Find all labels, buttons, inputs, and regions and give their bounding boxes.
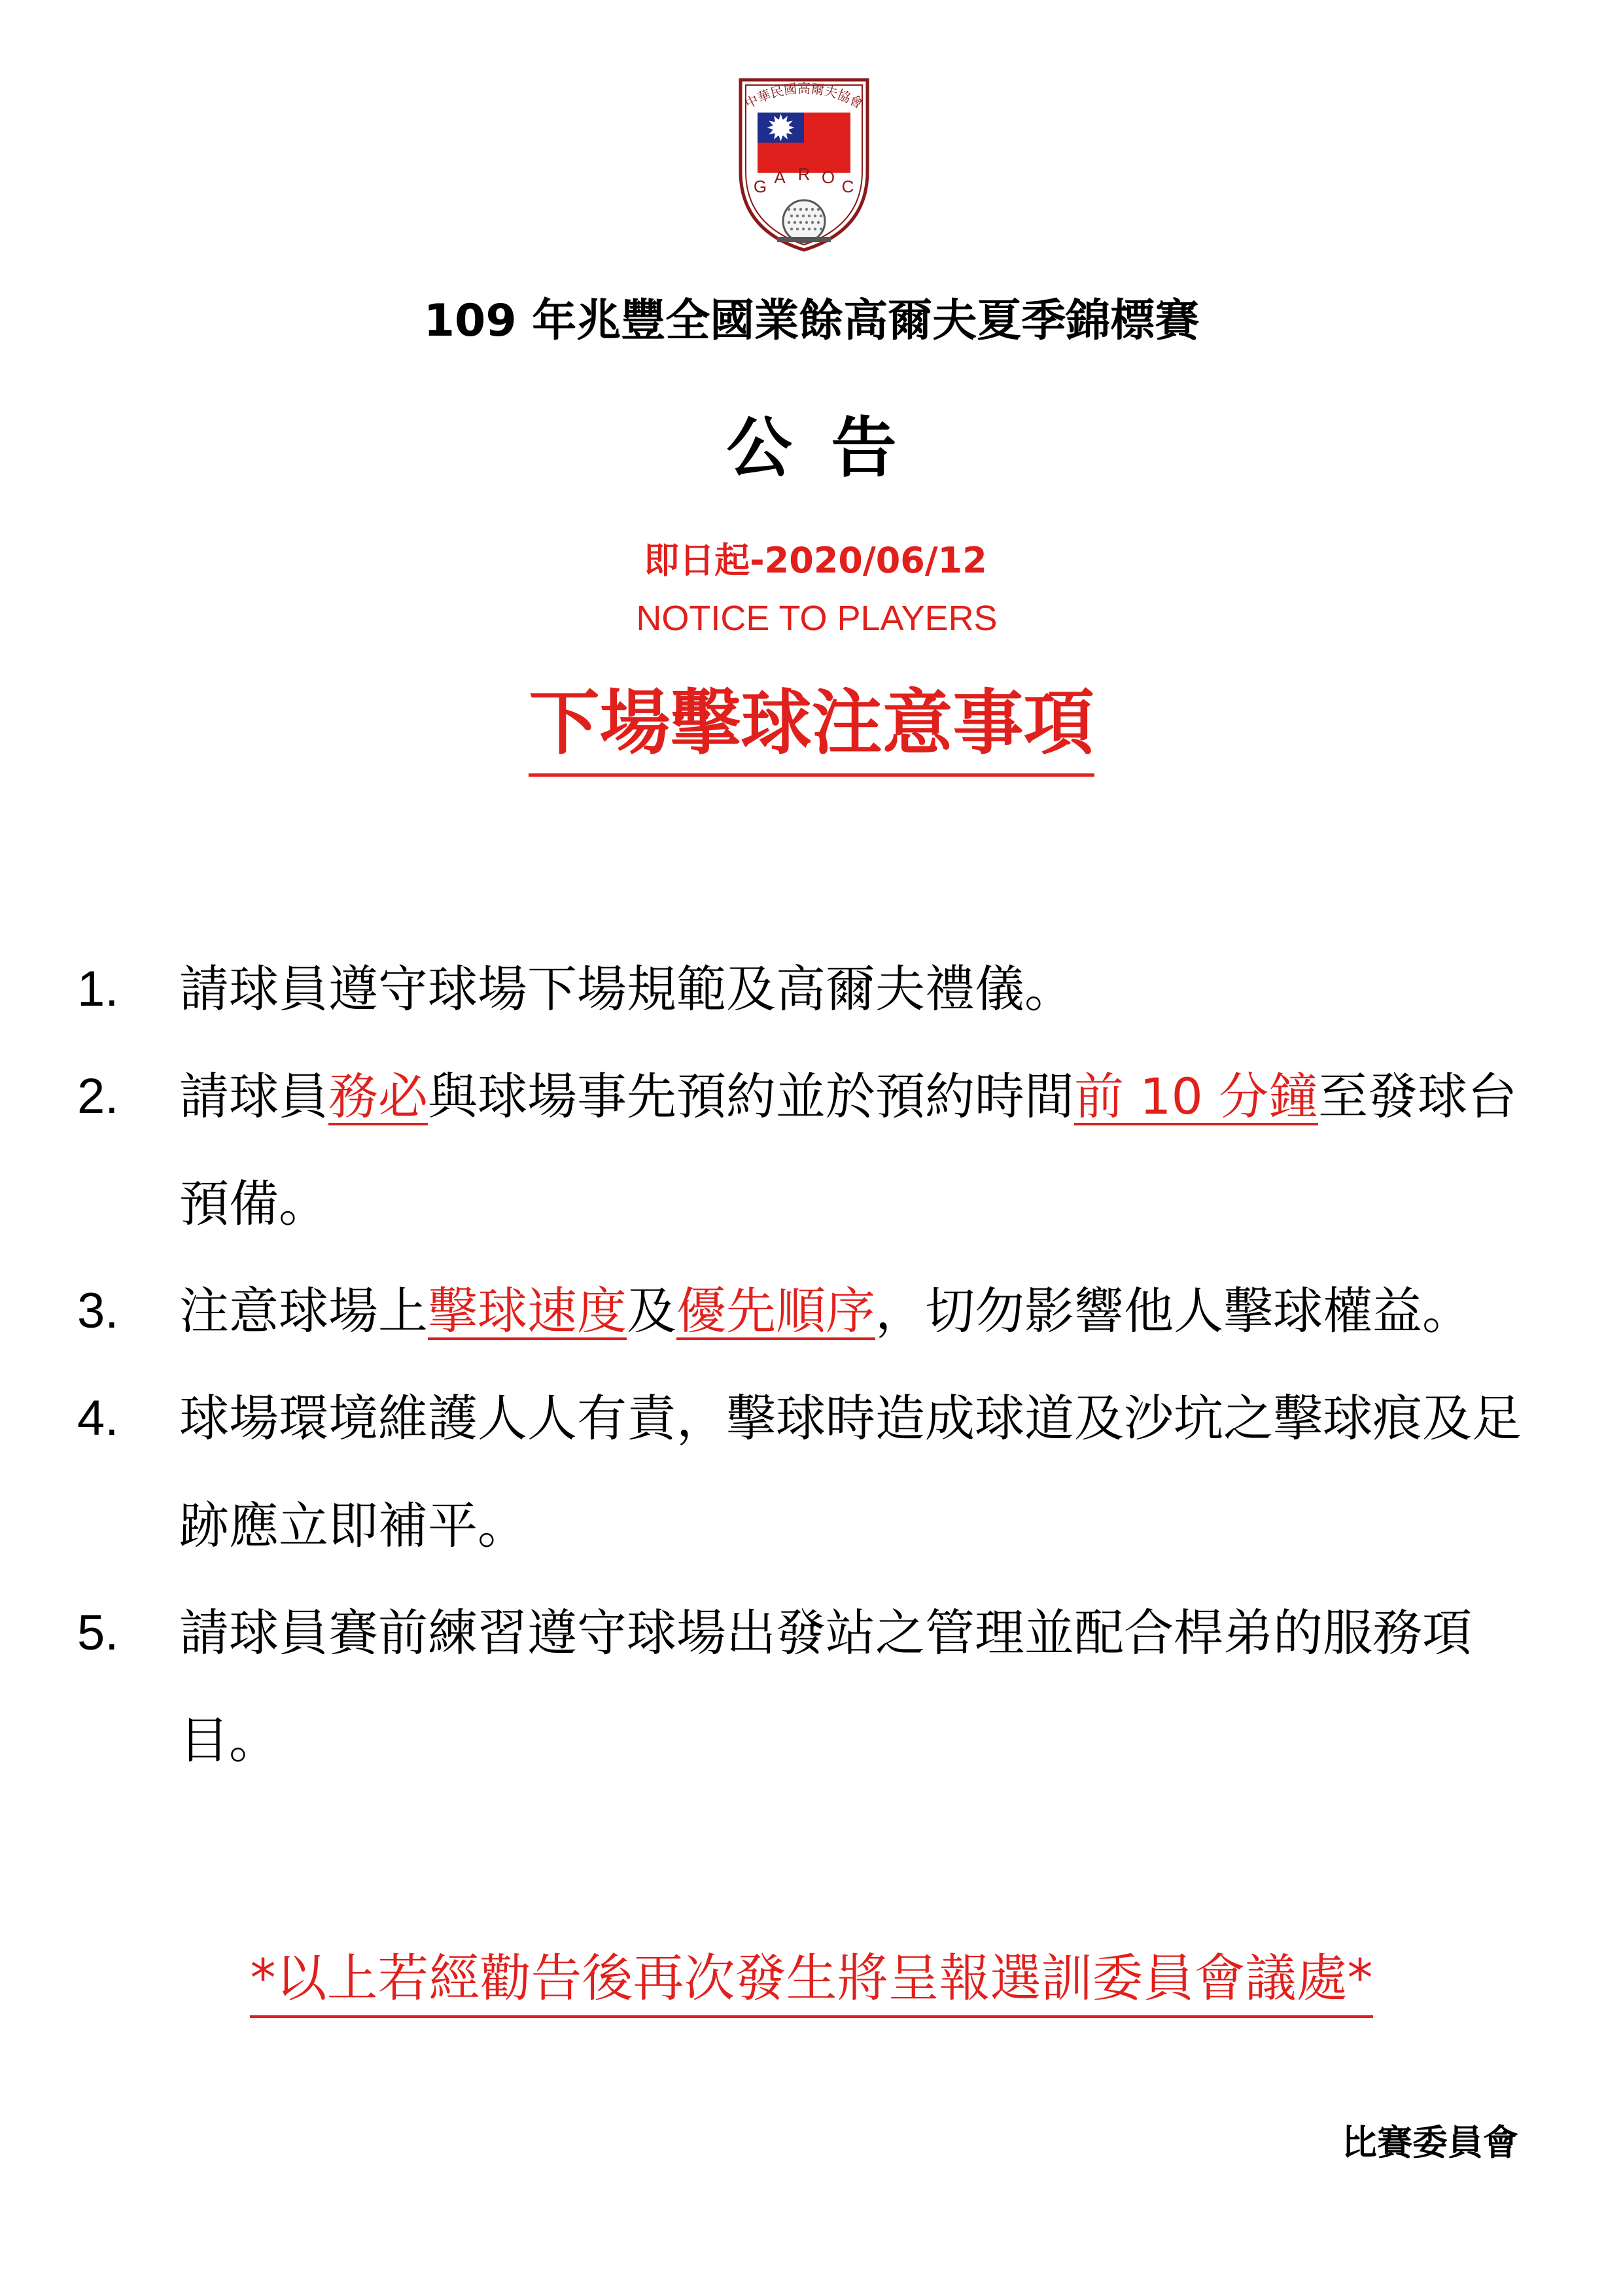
main-heading-text: 下場擊球注意事項 [529, 683, 1094, 777]
highlighted-text: 前 10 分鐘 [1074, 1067, 1319, 1125]
rule-segment: 及 [627, 1282, 676, 1340]
logo-letter: C [841, 177, 854, 196]
logo-letter: R [797, 164, 811, 184]
rule-segment: 請球員 [179, 1067, 328, 1125]
highlighted-text: 務必 [328, 1067, 428, 1125]
rule-segment: 與球場事先預約並於預約時間 [428, 1067, 1074, 1125]
rule-text [179, 1067, 1517, 1233]
rule-item [77, 1580, 1549, 1794]
rule-item [77, 1365, 1549, 1580]
rule-segment: 請球員遵守球場下場規範及高爾夫禮儀。 [179, 960, 1074, 1018]
rule-number: 4. [77, 1390, 119, 1446]
signature: 比賽委員會 [1342, 2122, 1518, 2163]
rule-item [77, 936, 1549, 1043]
rule-segment: 至發球台預備。 [179, 1067, 1518, 1233]
rule-text [179, 1389, 1522, 1555]
highlighted-text: 優先順序 [676, 1282, 875, 1340]
rules-list [77, 936, 1549, 1794]
logo-letter: G [753, 177, 767, 196]
rule-segment: ，切勿影響他人擊球權益。 [875, 1282, 1472, 1340]
logo-letter: O [821, 168, 835, 187]
main-heading [0, 683, 1623, 777]
rule-number: 2. [77, 1069, 119, 1124]
rule-item [77, 1258, 1549, 1365]
rule-segment: 注意球場上 [179, 1282, 428, 1340]
rule-text [179, 1604, 1472, 1769]
notice-to-players: NOTICE TO PLAYERS [636, 599, 998, 638]
rule-item [77, 1043, 1549, 1258]
logo-letter: A [774, 168, 786, 187]
rule-text [179, 960, 1074, 1018]
rule-segment: 球場環境維護人人有責，擊球時造成球道及沙坑之擊球痕及足跡應立即補平。 [179, 1389, 1522, 1555]
highlighted-text: 擊球速度 [428, 1282, 627, 1340]
garoc-logo [726, 73, 882, 254]
rule-number: 1. [77, 961, 119, 1017]
notice-title: 公告 [726, 410, 936, 486]
logo-arc-text: 中華民國高爾夫協會 [742, 80, 866, 112]
rule-text [179, 1282, 1472, 1340]
rule-number: 5. [77, 1605, 119, 1661]
rule-segment: 請球員賽前練習遵守球場出發站之管理並配合桿弟的服務項目。 [179, 1604, 1472, 1769]
garoc-emblem-icon [726, 73, 882, 254]
event-title: 109 年兆豐全國業餘高爾夫夏季錦標賽 [423, 295, 1200, 347]
warning-text: *以上若經勸告後再次發生將呈報選訓委員會議處* [250, 1950, 1372, 2018]
effective-date: 即日起-2020/06/12 [644, 540, 987, 581]
rule-number: 3. [77, 1283, 119, 1339]
warning-notice [0, 1950, 1623, 2018]
